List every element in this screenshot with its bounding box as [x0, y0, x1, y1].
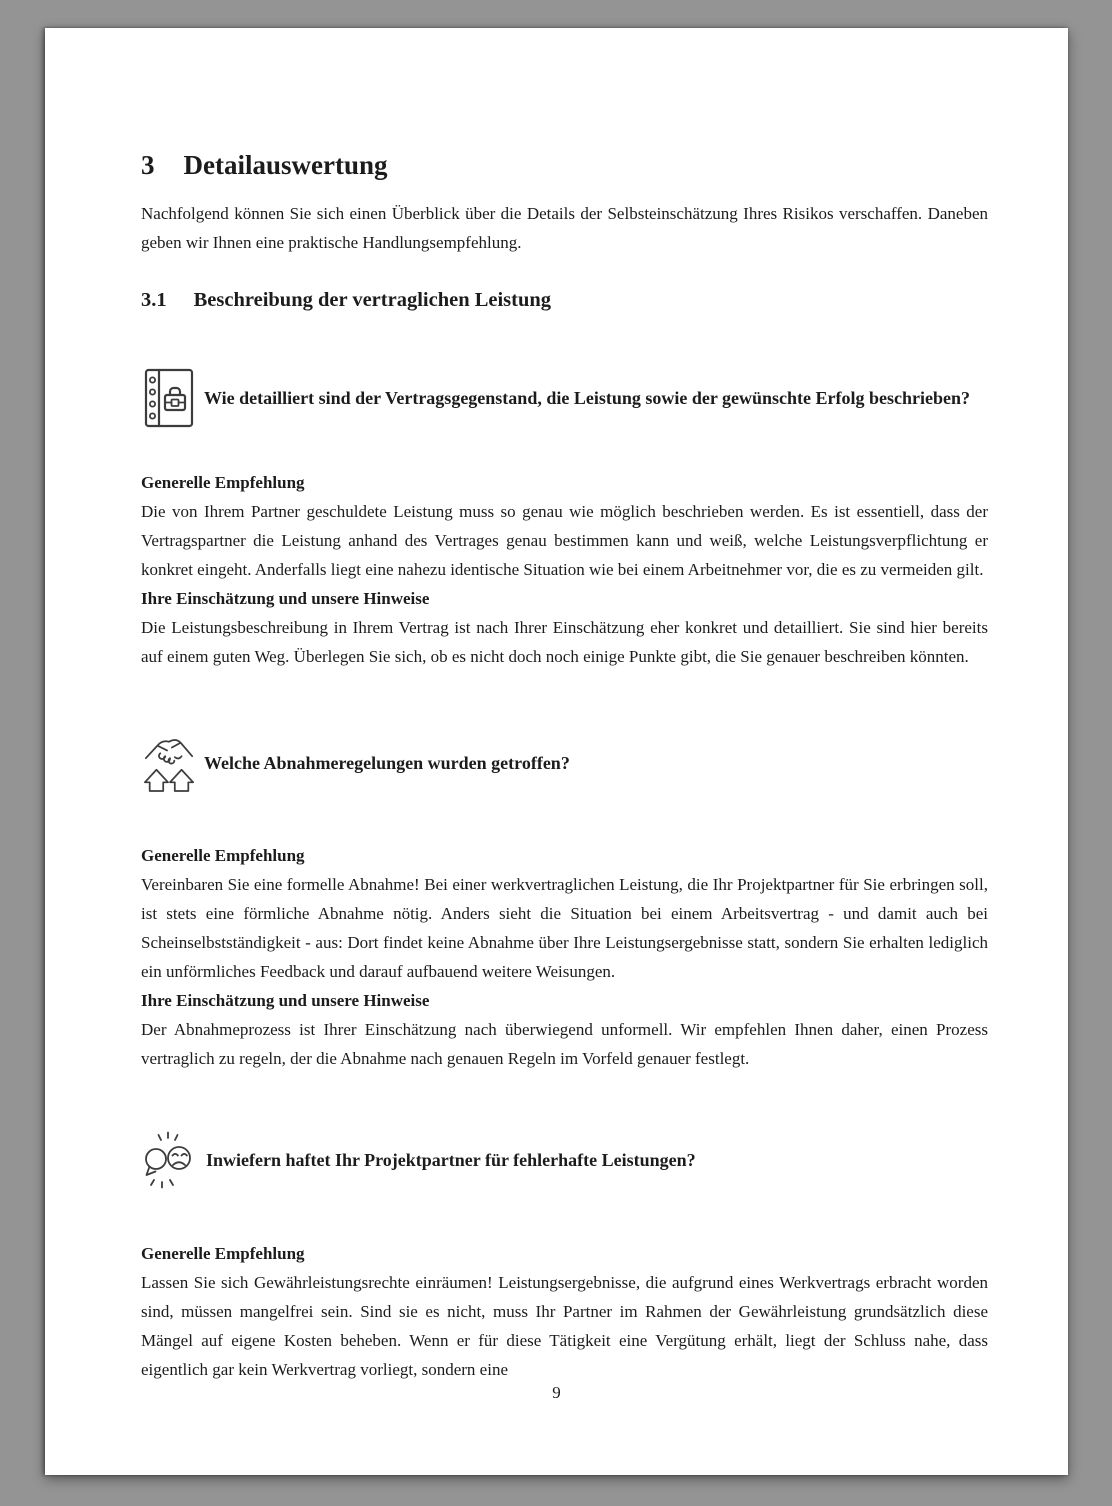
chapter-intro-paragraph: Nachfolgend können Sie sich einen Überblick über die Details der Selbsteinschätzung Ihres Risikos verschaffen. Daneben geben wir Ihnen eine praktische Handlungsempfehlung.: [141, 204, 988, 252]
assessment-text: Die Leistungsbeschreibung in Ihrem Vertrag ist nach Ihrer Einschätzung eher konkret und detailliert. Sie sind hier bereits auf einem guten Weg. Überlegen Sie sich, ob es nicht doch noch einige Punkte gibt, die Sie genauer beschreiben könnten.: [141, 618, 988, 666]
general-recommendation-label: Generelle Empfehlung: [141, 1244, 305, 1263]
question-title: Inwiefern haftet Ihr Projektpartner für fehlerhafte Leistungen?: [206, 1150, 696, 1170]
assessment-label: Ihre Einschätzung und unsere Hinweise: [141, 991, 430, 1010]
section-number: 3.1: [141, 289, 167, 311]
contract-notebook-briefcase-icon: [141, 366, 197, 430]
chapter-title: Detailauswertung: [183, 150, 388, 180]
chapter-heading: [141, 150, 988, 181]
general-recommendation-label: Generelle Empfehlung: [141, 846, 305, 865]
section-title: Beschreibung der vertraglichen Leistung: [193, 289, 552, 311]
chapter-number: 3: [141, 150, 155, 180]
section-heading: [141, 289, 988, 312]
page-number: 9: [552, 1383, 561, 1402]
question-block-3: [141, 1131, 988, 1189]
document-page: [45, 28, 1068, 1475]
assessment-label: Ihre Einschätzung und unsere Hinweise: [141, 589, 430, 608]
general-recommendation-label: Generelle Empfehlung: [141, 473, 305, 492]
question-title: Welche Abnahmeregelungen wurden getroffen?: [204, 753, 570, 773]
general-recommendation-text: Vereinbaren Sie eine formelle Abnahme! Bei einer werkvertraglichen Leistung, die Ihr Projektpartner für Sie erbringen soll, ist stets eine förmliche Abnahme nötig. Anders sieht die Situation bei einem Arbeitsvertrag - und damit auch bei Scheinselbstständigkeit - aus: Dort findet keine Abnahme über Ihre Leistungsergebnisse statt, sondern Sie erhalten lediglich ein unförmliches Feedback und darauf aufbauend weitere Weisungen.: [141, 875, 988, 981]
feedback-sad-face-icon: [141, 1131, 199, 1189]
question-block-1: [141, 366, 988, 430]
assessment-text: Der Abnahmeprozess ist Ihrer Einschätzung nach überwiegend unformell. Wir empfehlen Ihnen daher, einen Prozess vertraglich zu regeln, der die Abnahme nach genauen Regeln im Vorfeld genauer festlegt.: [141, 1020, 988, 1068]
question-block-2: [141, 731, 988, 795]
handshake-arrows-icon: [141, 731, 197, 795]
question-title: Wie detailliert sind der Vertragsgegenstand, die Leistung sowie der gewünschte Erfolg beschrieben?: [204, 388, 970, 408]
general-recommendation-text: Lassen Sie sich Gewährleistungsrechte einräumen! Leistungsergebnisse, die aufgrund eines Werkvertrags erbracht worden sind, müssen mangelfrei sein. Sind sie es nicht, muss Ihr Partner im Rahmen der Gewährleistung grundsätzlich diese Mängel auf eigene Kosten beheben. Wenn er für diese Tätigkeit eine Vergütung erhält, liegt der Schluss nahe, dass eigentlich gar kein Werkvertrag vorliegt, sondern eine: [141, 1273, 988, 1379]
general-recommendation-text: Die von Ihrem Partner geschuldete Leistung muss so genau wie möglich beschrieben werden. Es ist essentiell, dass der Vertragspartner die Leistung anhand des Vertrages genau bestimmen kann und weiß, welche Leistungsverpflichtung er konkret eingeht. Anderfalls liegt eine nahezu identische Situation wie bei einem Arbeitnehmer vor, die es zu vermeiden gilt.: [141, 502, 988, 579]
